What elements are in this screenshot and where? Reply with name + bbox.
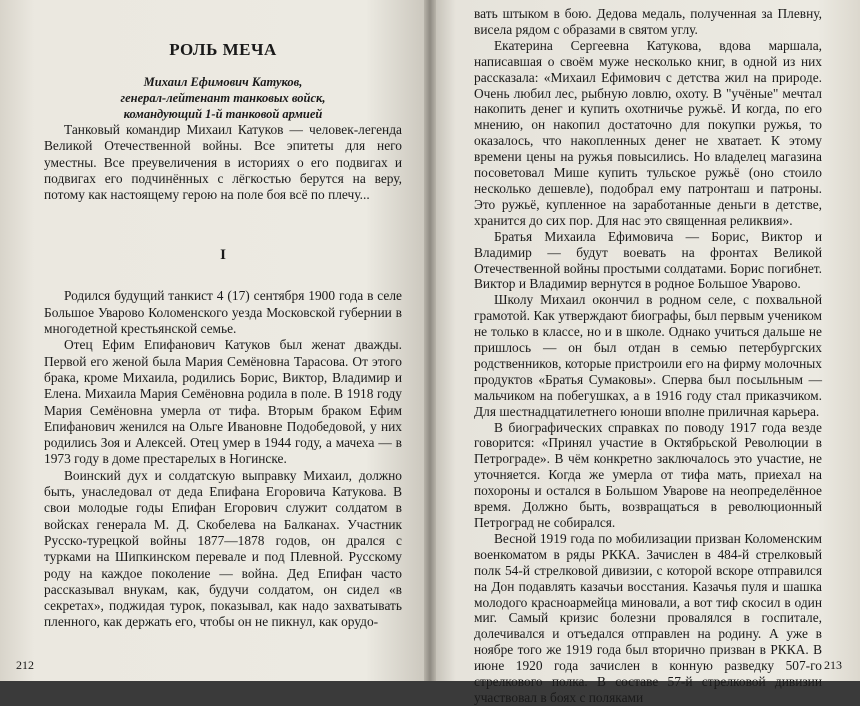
paragraph: вать штыком в бою. Дедова медаль, полученная за Плевну, висела рядом с образами в святом углу. bbox=[474, 6, 822, 37]
subtitle-line: Михаил Ефимович Катуков, bbox=[143, 75, 303, 89]
paragraph: Братья Михаила Ефимовича — Борис, Виктор и Владимир — будут воевать на фронтах Великой Отечественной войны простыми солдатами. Борис погибнет. Виктор и Владимир вернутся в родное Большое Уварово. bbox=[474, 228, 822, 292]
chapter-title: РОЛЬ МЕЧА bbox=[169, 40, 277, 59]
paragraph: Екатерина Сергеевна Катукова, вдова маршала, написавшая о своём муже несколько книг, в одной из них рассказала: «Михаил Ефимович с детства жил на природе. Очень любил лес, рыбную ловлю, охоту. В "учёные" мечтал накопить денег и купить охотничье ружьё. И когда, по его мнению, он накопил достаточно для покупки ружья, то оказалось, что накопленных денег не хватает. К этому времени цены на ружья повысились. Но владелец магазина посоветовал Мише купить тульское ружьё (оно стоило несколько дешевле), подобрал ему патронташ и патроны. Это ружьё, купленное на заработанные деньги в детстве, хранится до сих пор. Для нас это священная реликвия». bbox=[474, 37, 822, 228]
page-number: 212 bbox=[16, 658, 34, 672]
page-number: 213 bbox=[824, 658, 842, 672]
subtitle bbox=[44, 74, 402, 122]
right-page bbox=[430, 0, 860, 705]
paragraph: Воинский дух и солдатскую выправку Михаил, должно быть, унаследовал от деда Епифана Егоровича Катукова. В свои молодые годы Епифан Егорович служит солдатом в войсках генерала М. Д. Скобелева на Балканах. Участник Русско-турецкой войны 1877—1878 годов, он дрался с турками на Шипкинском перевале и под Плевной. Русскому роду на каждое поколение — война. Дед Епифан часто рассказывал внукам, как, будучи солдатом, он сидел «в секретах», поджидая турок, показывал, как надо захватывать пленного, как держать его, чтобы он не пикнул, как орудо- bbox=[44, 467, 402, 630]
epigraph: Танковый командир Михаил Катуков — человек-легенда Великой Отечественной войны. Все эпитеты для него уместны. Все преувеличения в историях о его подвигах и подвигах его подчинённых с лёгкостью берутся на веру, потому как настоящему герою на поле боя всё по плечу... bbox=[44, 122, 402, 203]
subtitle-line: командующий 1-й танковой армией bbox=[123, 107, 323, 121]
section-number: I bbox=[220, 247, 226, 264]
subtitle-line: генерал-лейтенант танковых войск, bbox=[120, 91, 326, 105]
paragraph: Школу Михаил окончил в родном селе, с похвальной грамотой. Как утверждают биографы, был первым учеником не только в классе, но и в школе. Однако учиться дальше не пришлось — он был отдан в семью петербургских родственников, которые пристроили его на фирму молочных продуктов «Братья Сумаковы». Сперва был посыльным — мальчиком на побегушках, а в 1916 году стал приказчиком. Для шестнадцатилетнего юноши вполне приличная карьера. bbox=[474, 292, 822, 419]
paragraph: В биографических справках по поводу 1917 года везде говорится: «Принял участие в Октябрьской Революции в Петрограде». В чём конкретно заключалось это участие, не уточняется. Когда же умерла от тифа мать, приехал на похороны и остался в Большом Уварове на неопределённое время. Должно быть, возвращаться в революционный Петроград не собирался. bbox=[474, 419, 822, 530]
paragraph: Весной 1919 года по мобилизации призван Коломенским военкоматом в ряды РККА. Зачислен в 484-й стрелковый полк 54-й стрелковой дивизии, с которой вскоре отправился на Дон подавлять казачьи восстания. Казачья пуля и шашка молодого красноармейца миновали, а вот тиф скосил в один миг. Самый кризис болезни провалялся в госпитале, долечивался и отъедался отправлен на родину. А уже в ноябре того же 1919 года был вторично призван в РККА. В июне 1920 года зачислен в конную разведку 507-го стрелкового полка. В составе 57-й стрелковой дивизии участвовал в боях с поляками bbox=[474, 530, 822, 705]
paragraph: Отец Ефим Епифанович Катуков был женат дважды. Первой его женой была Мария Семёновна Тарасова. От этого брака, кроме Михаила, родились Борис, Виктор, Владимир и Елена. Михаила Мария Семёновна родила в поле. В 1918 году Мария Семёновна умерла от тифа. Вторым браком Ефим Епифанович женился на Ольге Ивановне Подобедовой, у них родились Зоя и Алексей. Отец умер в 1944 году, а мачеха — в 1973 году в доме престарелых в Ногинске. bbox=[44, 337, 402, 467]
left-page bbox=[0, 0, 430, 681]
book-gutter bbox=[424, 0, 436, 681]
paragraph: Родился будущий танкист 4 (17) сентября 1900 года в селе Большое Уварово Коломенского уезда Московской губернии в многодетной крестьянской семье. bbox=[44, 288, 402, 337]
